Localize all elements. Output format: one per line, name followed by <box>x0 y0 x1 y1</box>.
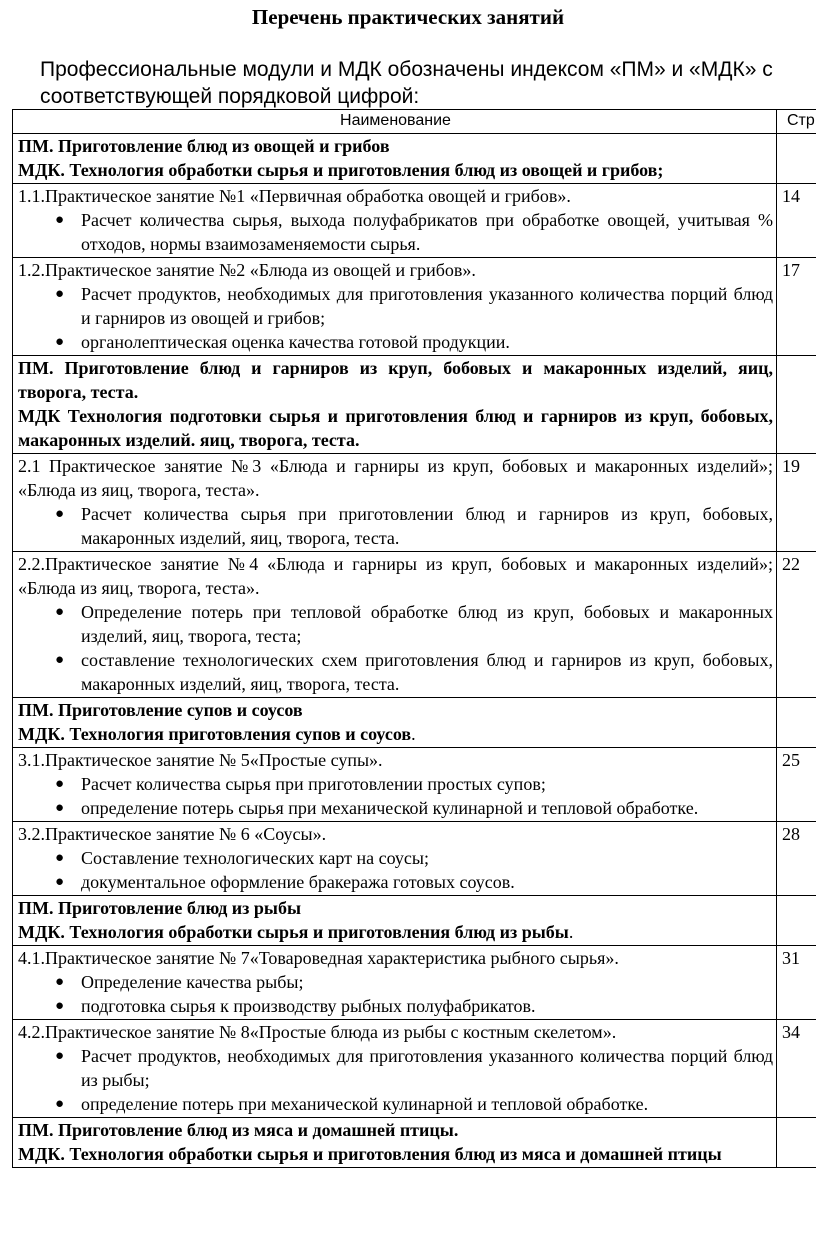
lesson-title: 2.1 Практическое занятие №3 «Блюда и гарниры из круп, бобовых и макаронных изделий»; «Блюда из яиц, творога, теста». <box>18 456 773 500</box>
lesson-task-item <box>18 1092 773 1116</box>
lesson-page-number: 22 <box>777 552 816 698</box>
bullet-icon: ● <box>55 874 65 890</box>
section-heading-cell <box>13 356 777 454</box>
lesson-task-item <box>18 846 773 870</box>
bullet-icon: ● <box>55 506 65 522</box>
section-row <box>13 356 816 454</box>
section-page-cell <box>777 134 816 184</box>
pm-heading: ПМ. Приготовление блюд из овощей и грибов <box>18 136 390 156</box>
lesson-cell <box>13 748 777 822</box>
lesson-task-list <box>18 846 773 894</box>
section-row <box>13 896 816 946</box>
lesson-title: 3.2.Практическое занятие № 6 «Соусы». <box>18 824 327 844</box>
bullet-icon: ● <box>55 998 65 1014</box>
lesson-task-item <box>18 870 773 894</box>
lesson-task-item <box>18 1044 773 1092</box>
mdk-heading-text: МДК. Технология обработки сырья и приготовления блюд из мяса и домашней птицы <box>18 1144 722 1164</box>
bullet-icon: ● <box>55 286 65 302</box>
mdk-heading-suffix: . <box>411 724 416 744</box>
lesson-title: 2.2.Практическое занятие №4 «Блюда и гарниры из круп, бобовых и макаронных изделий»; «Блюда из яиц, творога, теста». <box>18 554 773 598</box>
bullet-icon: ● <box>55 1096 65 1112</box>
lesson-task-text: Расчет продуктов, необходимых для приготовления указанного количества порций блюд из рыбы; <box>81 1046 773 1090</box>
lesson-page-number: 19 <box>777 454 816 552</box>
lesson-task-text: определение потерь сырья при механической кулинарной и тепловой обработке. <box>81 798 699 818</box>
lesson-task-item <box>18 208 773 256</box>
bullet-icon: ● <box>55 1048 65 1064</box>
lesson-cell <box>13 1020 777 1118</box>
pm-heading: ПМ. Приготовление блюд из мяса и домашней птицы. <box>18 1120 459 1140</box>
pm-heading: ПМ. Приготовление супов и соусов <box>18 700 303 720</box>
section-page-cell <box>777 356 816 454</box>
bullet-icon: ● <box>55 776 65 792</box>
lesson-task-text: Определение качества рыбы; <box>81 972 304 992</box>
lesson-task-item <box>18 282 773 330</box>
section-row <box>13 698 816 748</box>
lesson-task-item <box>18 502 773 550</box>
header-page: Стр <box>777 110 816 134</box>
mdk-heading <box>18 404 773 452</box>
lesson-cell <box>13 454 777 552</box>
intro-paragraph <box>40 56 816 110</box>
lesson-task-list <box>18 208 773 256</box>
mdk-heading-text: МДК. Технология обработки сырья и приготовления блюд из овощей и грибов; <box>18 160 664 180</box>
lesson-task-text: Определение потерь при тепловой обработке блюд из круп, бобовых и макаронных изделий, яиц, творога, теста; <box>81 602 773 646</box>
section-heading-cell <box>13 698 777 748</box>
mdk-heading-text: МДК Технология подготовки сырья и приготовления блюд и гарниров из круп, бобовых, макаронных изделий. яиц, творога, теста. <box>18 406 773 450</box>
lesson-task-item <box>18 772 773 796</box>
practical-lessons-table <box>12 109 816 1168</box>
bullet-icon: ● <box>55 334 65 350</box>
section-page-cell <box>777 896 816 946</box>
lesson-task-list <box>18 502 773 550</box>
lesson-row <box>13 748 816 822</box>
lesson-task-item <box>18 648 773 696</box>
lesson-task-list <box>18 600 773 696</box>
bullet-icon: ● <box>55 212 65 228</box>
bullet-icon: ● <box>55 974 65 990</box>
mdk-heading-text: МДК. Технология обработки сырья и приготовления блюд из рыбы <box>18 922 569 942</box>
lesson-row <box>13 946 816 1020</box>
lesson-cell <box>13 184 777 258</box>
lesson-page-number: 14 <box>777 184 816 258</box>
lesson-title: 4.1.Практическое занятие № 7«Товароведная характеристика рыбного сырья». <box>18 948 619 968</box>
table-header-row <box>13 110 816 134</box>
lesson-page-number: 28 <box>777 822 816 896</box>
section-row <box>13 134 816 184</box>
lesson-task-item <box>18 600 773 648</box>
lesson-page-number: 17 <box>777 258 816 356</box>
lesson-cell <box>13 822 777 896</box>
lesson-task-list <box>18 1044 773 1116</box>
lesson-task-list <box>18 282 773 354</box>
lesson-task-item <box>18 994 773 1018</box>
mdk-heading <box>18 1142 773 1166</box>
lesson-row <box>13 822 816 896</box>
header-name: Наименование <box>13 110 777 134</box>
lesson-task-text: Расчет продуктов, необходимых для приготовления указанного количества порций блюд и гарниров из овощей и грибов; <box>81 284 773 328</box>
lesson-task-item <box>18 970 773 994</box>
lesson-task-text: документальное оформление бракеража готовых соусов. <box>81 872 515 892</box>
section-heading-cell <box>13 1118 777 1168</box>
lesson-task-text: составление технологических схем приготовления блюд и гарниров из круп, бобовых, макаронных изделий, яиц, творога, теста. <box>81 650 773 694</box>
section-heading-cell <box>13 134 777 184</box>
lesson-task-text: Расчет количества сырья при приготовлении блюд и гарниров из круп, бобовых, макаронных изделий, яиц, творога, теста. <box>81 504 773 548</box>
intro-line-2: соответствующей порядковой цифрой: <box>40 85 420 108</box>
page-title: Перечень практических занятий <box>251 5 565 29</box>
section-page-cell <box>777 698 816 748</box>
mdk-heading-text: МДК. Технология приготовления супов и соусов <box>18 724 412 744</box>
section-row <box>13 1118 816 1168</box>
bullet-icon: ● <box>55 652 65 668</box>
section-page-cell <box>777 1118 816 1168</box>
lesson-task-list <box>18 970 773 1018</box>
lesson-row <box>13 552 816 698</box>
lesson-task-text: органолептическая оценка качества готовой продукции. <box>81 332 510 352</box>
section-heading-cell <box>13 896 777 946</box>
mdk-heading <box>18 722 773 746</box>
lesson-task-text: Расчет количества сырья при приготовлении простых супов; <box>81 774 546 794</box>
lesson-task-item <box>18 796 773 820</box>
mdk-heading <box>18 920 773 944</box>
lesson-task-item <box>18 330 773 354</box>
lesson-task-text: определение потерь при механической кулинарной и тепловой обработке. <box>81 1094 649 1114</box>
lesson-title: 3.1.Практическое занятие № 5«Простые супы». <box>18 750 383 770</box>
mdk-heading-suffix: . <box>568 922 574 942</box>
mdk-heading <box>18 158 773 182</box>
lesson-cell <box>13 258 777 356</box>
lesson-task-text: Расчет количества сырья, выхода полуфабрикатов при обработке овощей, учитывая % отходов, нормы взаимозаменяемости сырья. <box>81 210 773 254</box>
lesson-page-number: 25 <box>777 748 816 822</box>
bullet-icon: ● <box>55 850 65 866</box>
lesson-row <box>13 184 816 258</box>
lesson-title: 1.1.Практическое занятие №1 «Первичная обработка овощей и грибов». <box>18 186 571 206</box>
intro-line-1: Профессиональные модули и МДК обозначены индексом «ПМ» и «МДК» с <box>40 58 773 81</box>
lesson-row <box>13 454 816 552</box>
bullet-icon: ● <box>55 604 65 620</box>
lesson-row <box>13 258 816 356</box>
lesson-title: 4.2.Практическое занятие № 8«Простые блюда из рыбы с костным скелетом». <box>18 1022 617 1042</box>
lesson-page-number: 34 <box>777 1020 816 1118</box>
lesson-page-number: 31 <box>777 946 816 1020</box>
lesson-cell <box>13 946 777 1020</box>
lesson-cell <box>13 552 777 698</box>
bullet-icon: ● <box>55 800 65 816</box>
lesson-task-text: Составление технологических карт на соусы; <box>81 848 429 868</box>
lesson-task-text: подготовка сырья к производству рыбных полуфабрикатов. <box>81 996 536 1016</box>
lesson-title: 1.2.Практическое занятие №2 «Блюда из овощей и грибов». <box>18 260 476 280</box>
pm-heading: ПМ. Приготовление блюд и гарниров из круп, бобовых и макаронных изделий, яиц, творога, теста. <box>18 358 773 402</box>
lesson-row <box>13 1020 816 1118</box>
lesson-task-list <box>18 772 773 820</box>
pm-heading: ПМ. Приготовление блюд из рыбы <box>18 898 302 918</box>
